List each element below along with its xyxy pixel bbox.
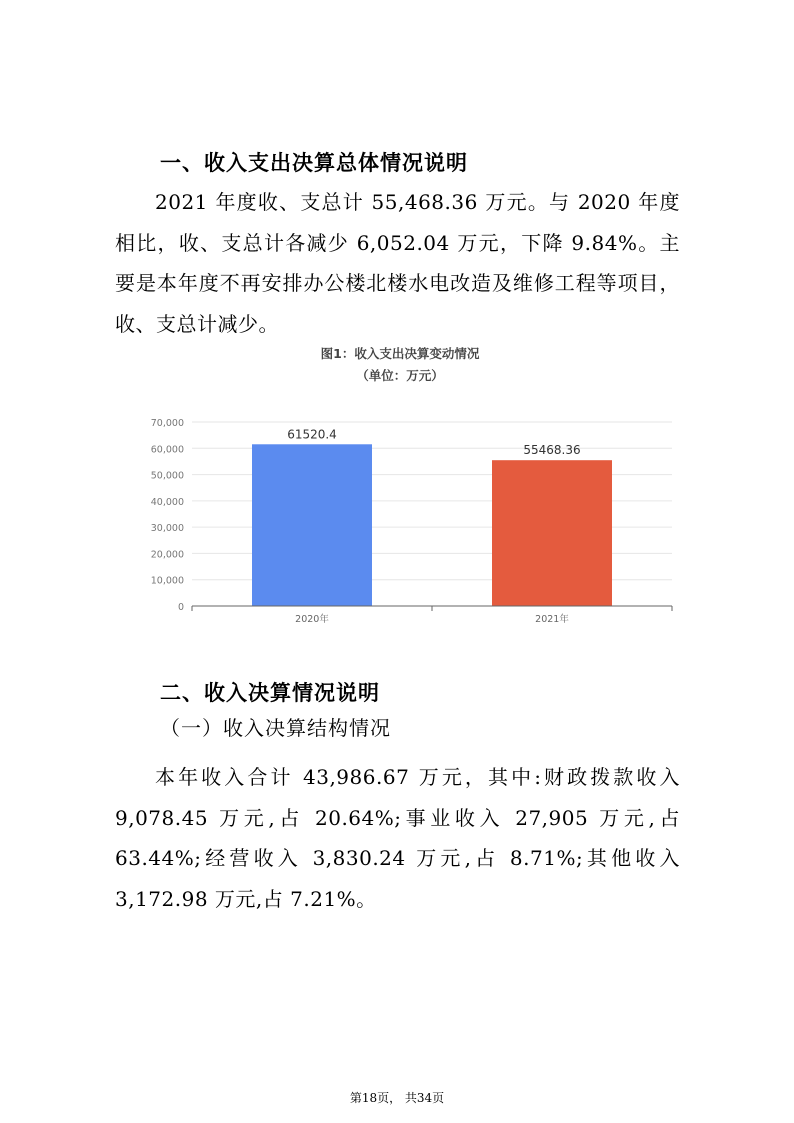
section1-paragraph: 2021 年度收、支总计 55,468.36 万元。与 2020 年度相比，收、支总计各减少 6,052.04 万元，下降 9.84%。主要是本年度不再安排办公楼北楼水电改造及维修工程等项目，收、支总计减少。 — [115, 190, 680, 336]
bar-chart-svg — [120, 336, 680, 636]
section2-subheading: （一）收入决算结构情况 — [160, 716, 391, 740]
bar — [492, 460, 612, 606]
x-axis — [192, 606, 672, 625]
bar-value-label: 61520.4 — [287, 427, 337, 442]
section2-heading: 二、收入决算情况说明 — [160, 681, 380, 705]
section2-paragraph: 本年收入合计 43,986.67 万元，其中:财政拨款收入 9,078.45 万元,占 20.64%;事业收入 27,905 万元,占 63.44%;经营收入 3,830.24 万元,占 8.71%;其他收入 3,172.98 万元,占 7.21%。 — [115, 765, 680, 911]
section1-heading: 一、收入支出决算总体情况说明 — [160, 151, 468, 175]
chart-subtitle: （单位：万元） — [356, 368, 444, 383]
bar-value-label: 55468.36 — [523, 443, 581, 458]
y-tick-label: 70,000 — [150, 418, 184, 429]
y-tick-label: 60,000 — [150, 444, 184, 456]
bar — [252, 444, 372, 606]
x-tick-label: 2021年 — [535, 614, 569, 625]
y-tick-label: 30,000 — [150, 523, 184, 535]
y-tick-label: 10,000 — [150, 575, 184, 587]
y-tick-label: 20,000 — [150, 549, 184, 561]
chart-title: 图1：收入支出决算变动情况 — [320, 346, 480, 361]
page-footer: 第18页， 共34页 — [349, 1091, 445, 1105]
y-tick-label: 0 — [177, 602, 184, 613]
y-tick-label: 50,000 — [150, 470, 184, 482]
chart-bars — [252, 427, 612, 606]
x-tick-label: 2020年 — [295, 614, 329, 625]
y-axis-ticks — [151, 418, 184, 613]
y-tick-label: 40,000 — [150, 496, 184, 508]
revenue-expenditure-chart — [120, 336, 680, 636]
